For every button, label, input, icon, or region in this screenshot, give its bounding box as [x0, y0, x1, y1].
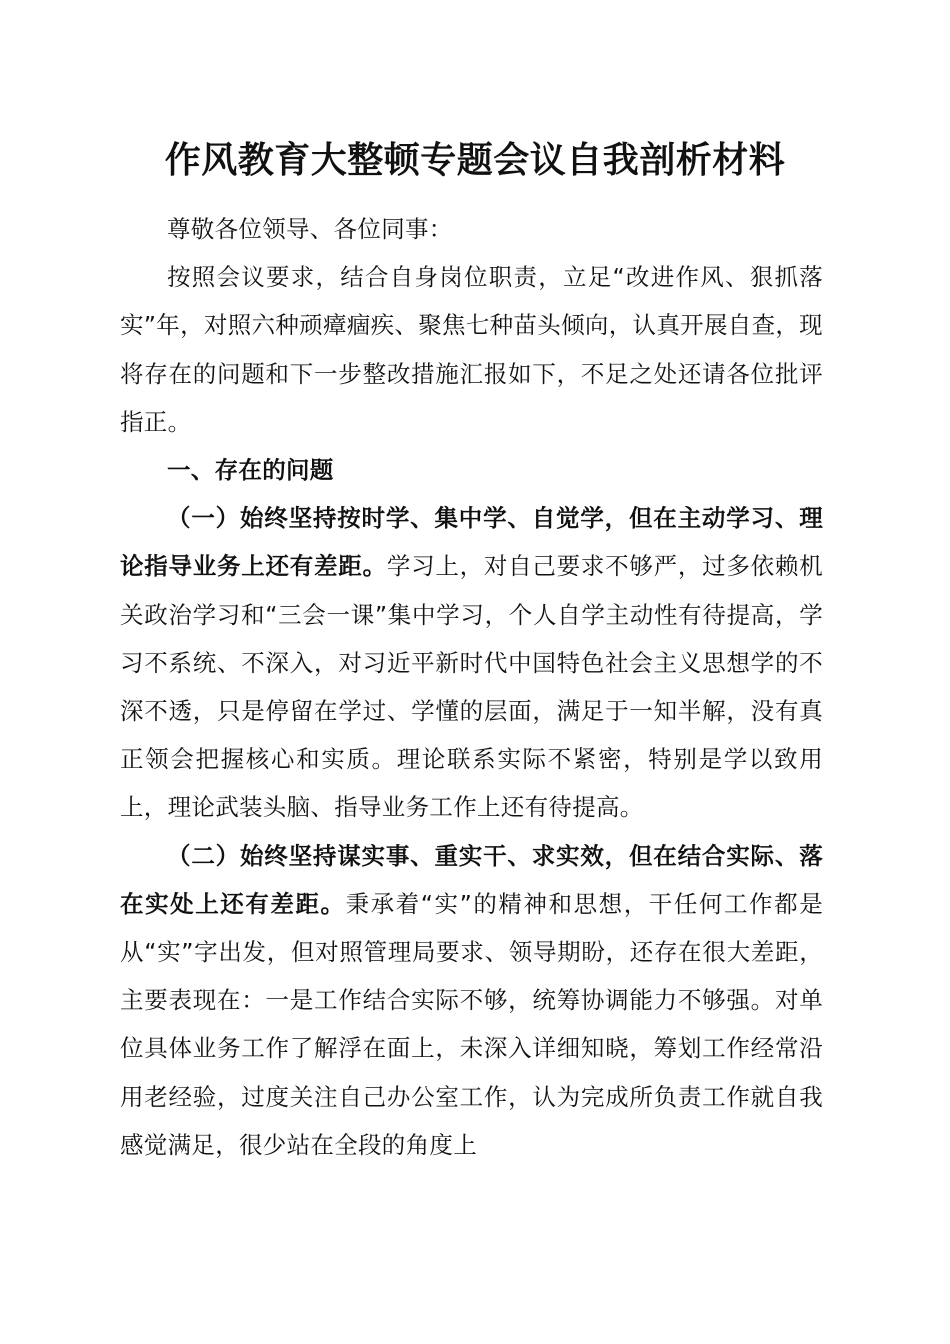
- document-title: 作风教育大整顿专题会议自我剖析材料: [164, 139, 786, 181]
- problem-2-lead: （二）始终坚持谋实事、重实干、求实效，但在结合实际、落在实处上还有差距。: [120, 841, 823, 918]
- problem-paragraph-1: [120, 494, 823, 831]
- document-body: [120, 205, 823, 1169]
- salutation: 尊敬各位领导、各位同事：: [167, 215, 453, 243]
- problem-paragraph-2: [120, 832, 823, 1169]
- problem-1-body: 学习上，对自己要求不够严，过多依赖机关政治学习和“三会一课”集中学习，个人自学主动性有待提高，学习不系统、不深入，对习近平新时代中国特色社会主义思想学的不深不透，只是停留在学过、学懂的层面，满足于一知半解，没有真正领会把握核心和实质。理论联系实际不紧密，特别是学以致用上，理论武装头脑、指导业务工作上还有待提高。: [120, 552, 823, 822]
- problem-1-lead: （一）始终坚持按时学、集中学、自觉学，但在主动学习、理论指导业务上还有差距。: [120, 504, 823, 581]
- problem-2-body: 秉承着“实”的精神和思想，干任何工作都是从“实”字出发，但对照管理局要求、领导期盼，还存在很大差距，主要表现在：一是工作结合实际不够，统筹协调能力不够强。对单位具体业务工作了解浮在面上，未深入详细知晓，筹划工作经常沿用老经验，过度关注自己办公室工作，认为完成所负责工作就自我感觉满足，很少站在全段的角度上: [120, 889, 823, 1159]
- intro-paragraph: 按照会议要求，结合自身岗位职责，立足“改进作风、狠抓落实”年，对照六种顽瘴痼疾、聚焦七种苗头倾向，认真开展自查，现将存在的问题和下一步整改措施汇报如下，不足之处还请各位批评指正。: [120, 263, 823, 436]
- section-heading: 一、存在的问题: [167, 456, 334, 485]
